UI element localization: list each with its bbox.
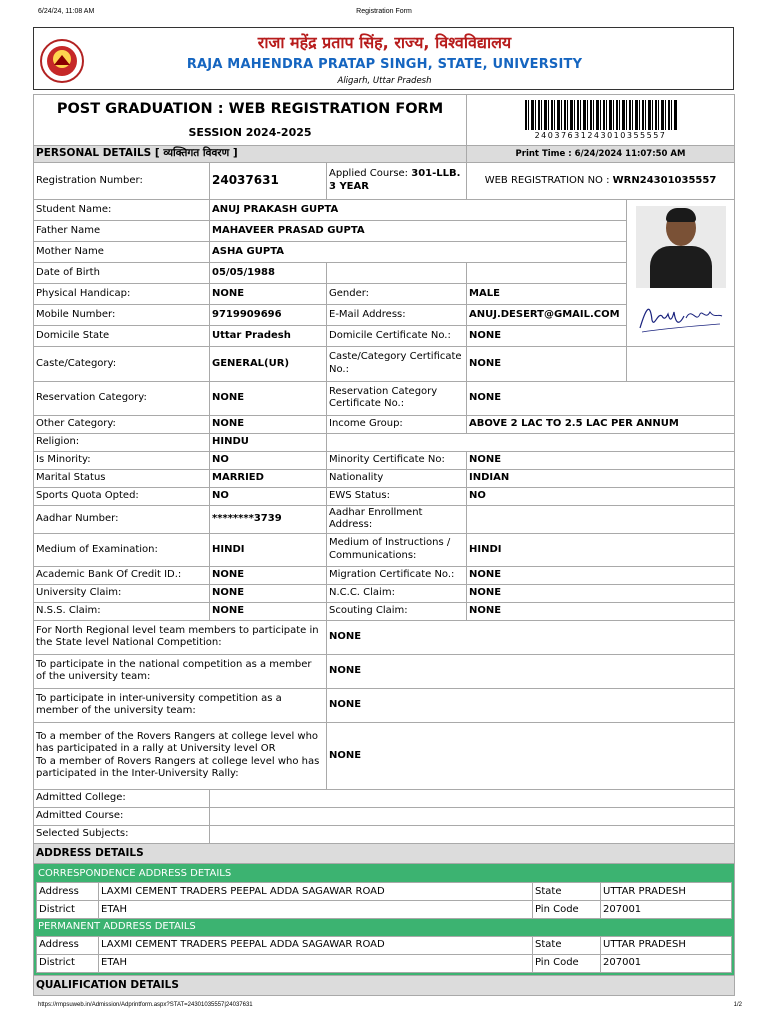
rovers-label-cell [34,722,327,789]
admitted-course [210,807,735,825]
label: Admitted Course: [34,807,210,825]
label: Date of Birth [34,262,210,283]
label: Marital Status [34,469,210,487]
label: Scouting Claim: [327,602,467,620]
caste-certificate: NONE [467,346,627,381]
label: Caste/Category: [34,346,210,381]
print-doc-title: Registration Form [356,8,412,15]
permanent-district: ETAH [99,954,533,972]
label: Aadhar Number: [34,505,210,533]
physical-handicap: NONE [210,283,327,304]
label: Domicile Certificate No.: [327,325,467,346]
label: University Claim: [34,584,210,602]
domicile-certificate: NONE [467,325,627,346]
correspondence-address: LAXMI CEMENT TRADERS PEEPAL ADDA SAGAWAR ROAD [99,883,533,901]
correspondence-state: UTTAR PRADESH [601,883,732,901]
gender: MALE [467,283,627,304]
address-container [34,863,735,975]
permanent-address-table [36,936,732,973]
aadhar-number: ********3739 [210,505,327,533]
mother-name: ASHA GUPTA [210,241,627,262]
label: Physical Handicap: [34,283,210,304]
page-number: 1/2 [733,1002,742,1008]
applied-course-cell: Applied Course: 301-LLB. 3 YEAR [327,162,467,199]
form-title-cell [34,95,467,146]
label: Domicile State [34,325,210,346]
caste-category: GENERAL(UR) [210,346,327,381]
admitted-college [210,789,735,807]
university-header [33,27,734,90]
ncc-claim: NONE [467,584,735,602]
aadhar-address [467,505,735,533]
correspondence-district: ETAH [99,901,533,919]
permanent-address-heading: PERMANENT ADDRESS DETAILS [36,919,732,936]
label: Pin Code [533,954,601,972]
registration-form-table [33,94,735,996]
ews-status: NO [467,487,735,505]
mobile-number: 9719909696 [210,304,327,325]
medium-of-examination: HINDI [210,533,327,566]
abc-id: NONE [210,566,327,584]
label: Minority Certificate No: [327,451,467,469]
label: Medium of Instructions / Communications: [327,533,467,566]
label: Mother Name [34,241,210,262]
label: District [37,954,99,972]
religion: HINDU [210,433,327,451]
print-datetime: 6/24/24, 11:08 AM [38,8,95,15]
label: District [37,901,99,919]
label: Aadhar Enrollment Address: [327,505,467,533]
label: Registration Number: [34,162,210,199]
medium-of-instructions: HINDI [467,533,735,566]
label: Is Minority: [34,451,210,469]
label: Pin Code [533,901,601,919]
section-address-details: ADDRESS DETAILS [34,843,735,863]
label: EWS Status: [327,487,467,505]
university-claim: NONE [210,584,327,602]
reservation-category: NONE [210,381,327,415]
section-qualification-details: QUALIFICATION DETAILS [34,975,735,995]
label: Address [37,883,99,901]
email-address: ANUJ.DESERT@GMAIL.COM [467,304,627,325]
registration-number: 24037631 [210,162,327,199]
label: N.C.C. Claim: [327,584,467,602]
minority-certificate: NONE [467,451,735,469]
label: Reservation Category: [34,381,210,415]
university-name-hindi: राजा महेंद्र प्रताप सिंह, राज्य, विश्वविद्यालय [257,33,512,52]
label: Student Name: [34,199,210,220]
label: Sports Quota Opted: [34,487,210,505]
student-photo [636,206,726,288]
label: For North Regional level team members to participate in the State level National Competition: [34,620,327,654]
label: Migration Certificate No.: [327,566,467,584]
permanent-address: LAXMI CEMENT TRADERS PEEPAL ADDA SAGAWAR ROAD [99,936,533,954]
photo-signature-cell [627,199,735,346]
is-minority: NO [210,451,327,469]
web-registration-cell: WEB REGISTRATION NO : WRN24301035557 [467,162,735,199]
rovers-rangers: NONE [327,722,735,789]
income-group: ABOVE 2 LAC TO 2.5 LAC PER ANNUM [467,415,735,433]
print-footer [0,1002,768,1014]
university-location: Aligarh, Uttar Pradesh [337,76,432,86]
label: Father Name [34,220,210,241]
form-title: POST GRADUATION : WEB REGISTRATION FORM [56,101,444,117]
date-of-birth: 05/05/1988 [210,262,327,283]
label: To participate in inter-university competition as a member of the university team: [34,688,327,722]
student-name: ANUJ PRAKASH GUPTA [210,199,627,220]
selected-subjects [210,825,735,843]
label: Academic Bank Of Credit ID.: [34,566,210,584]
inter-university: NONE [327,688,735,722]
permanent-state: UTTAR PRADESH [601,936,732,954]
migration-certificate: NONE [467,566,735,584]
label: Income Group: [327,415,467,433]
father-name: MAHAVEER PRASAD GUPTA [210,220,627,241]
sports-quota: NO [210,487,327,505]
north-regional: NONE [327,620,735,654]
label: Selected Subjects: [34,825,210,843]
form-session: SESSION 2024-2025 [188,126,312,140]
domicile-state: Uttar Pradesh [210,325,327,346]
marital-status: MARRIED [210,469,327,487]
barcode [525,100,677,130]
label: State [533,936,601,954]
label: Medium of Examination: [34,533,210,566]
label: Other Category: [34,415,210,433]
other-category: NONE [210,415,327,433]
label: Address [37,936,99,954]
label: Religion: [34,433,210,451]
label: Reservation Category Certificate No.: [327,381,467,415]
print-header [0,8,768,20]
print-url: https://rmpsuweb.in/Admission/Adprintform.aspx?STAT=24301035557|24037631 [38,1002,253,1008]
barcode-cell [467,95,735,146]
label: State [533,883,601,901]
national-competition: NONE [327,654,735,688]
correspondence-pin: 207001 [601,901,732,919]
label: Caste/Category Certificate No.: [327,346,467,381]
label: Admitted College: [34,789,210,807]
label: N.S.S. Claim: [34,602,210,620]
label: To a member of Rovers Rangers at college level who has participated in the Inter-University Rally: [36,755,320,780]
permanent-pin: 207001 [601,954,732,972]
web-registration-number: WRN24301035557 [612,174,717,186]
nationality: INDIAN [467,469,735,487]
label: To a member of the Rovers Rangers at college level who has participated in a rally at University level OR [36,730,319,755]
label: To participate in the national competition as a member of the university team: [34,654,327,688]
barcode-number: 24037631243010355557 [534,131,667,141]
label: Gender: [327,283,467,304]
university-name-english: RAJA MAHENDRA PRATAP SINGH, STATE, UNIVERSITY [186,57,583,72]
nss-claim: NONE [210,602,327,620]
student-signature [636,298,726,336]
correspondence-address-table [36,882,732,919]
label: Mobile Number: [34,304,210,325]
reservation-certificate: NONE [467,381,735,415]
applied-course: 301-LLB. 3 YEAR [329,168,461,192]
label: E-Mail Address: [327,304,467,325]
correspondence-address-heading: CORRESPONDENCE ADDRESS DETAILS [36,866,732,883]
scouting-claim: NONE [467,602,735,620]
section-personal-details: PERSONAL DETAILS [ व्यक्तिगत विवरण ] [34,145,467,162]
label: Nationality [327,469,467,487]
print-time: Print Time : 6/24/2024 11:07:50 AM [467,145,735,162]
